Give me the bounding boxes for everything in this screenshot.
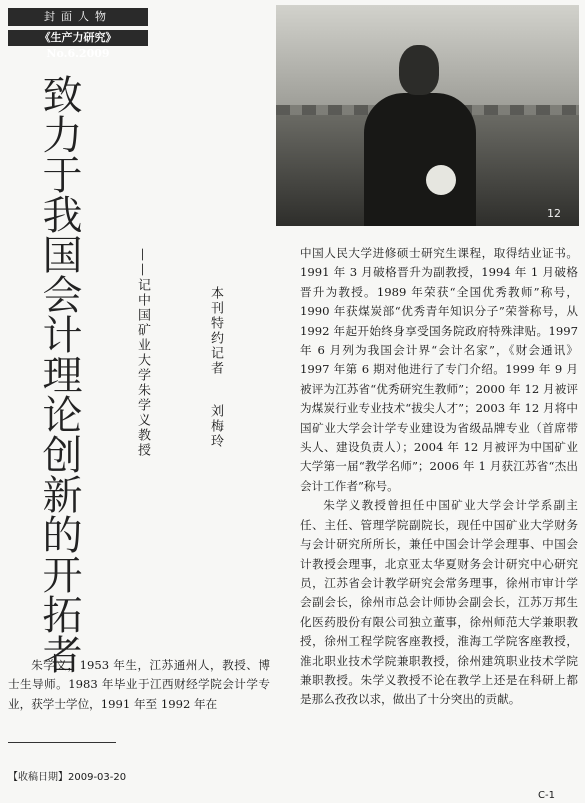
body-paragraph: 中国人民大学进修硕士研究生课程，取得结业证书。1991 年 3 月破格晋升为副教授，1994 年 1 月破格晋升为教授。1989 年荣获“全国优秀教师”称号，1990 年获煤炭部“优秀青年知识分子”荣誉称号，从 1992 年起开始终身享受国务院政府特殊津贴。1997 年 6 月列为我国会计界“会计名家”，《财会通讯》1997 年第 6 期对他进行了专门介绍。1999 年 9 月被评为江苏省“优秀研究生教师”；2000 年 12 月被评为煤炭行业专业技术“拔尖人才”；2003 年 12 月将中国矿业大学会计学专业建设为省级品牌专业（首席带头人、建设负责人）；2004 年 12 月被评为中国矿业大学第一届“教学名师”；2006 年 1 月获江苏省“杰出会计工作者”称号。 <box>300 246 578 493</box>
article-subtitle: ——记中国矿业大学朱学义教授 <box>135 248 150 458</box>
cover-portrait-photo <box>276 5 579 226</box>
page-number: C-1 <box>538 790 555 801</box>
footnote-divider <box>8 742 116 743</box>
body-column-right <box>300 244 578 710</box>
body-column-left <box>8 656 270 714</box>
journal-issue-label: 《生产力研究》No.6.2009 <box>8 30 148 46</box>
reporter-name: 刘梅玲 <box>208 404 223 449</box>
photo-date-stamp: 12 <box>547 207 561 220</box>
body-paragraph: 朱学义教授曾担任中国矿业大学会计学系副主任、主任、管理学院副院长，现任中国矿业大学财务与会计研究所所长，兼任中国会计学会理事、中国会计教授会理事，北京亚太华夏财务会计研究中心研究员，江苏省会计教学研究会常务理事，徐州市审计学会副会长，徐州市总会计师协会副会长，江苏万邦生化医药股份有限公司独立董事，徐州师范大学兼职教授，徐州工程学院客座教授，淮海工学院客座教授，淮北职业技术学院兼职教授，徐州建筑职业技术学院兼职教授。朱学义教授不论在教学上还是在科研上都是那么孜孜以求，做出了十分突出的贡献。 <box>300 498 578 707</box>
article-title: 致力于我国会计理论创新的开拓者 <box>36 74 82 674</box>
received-date: 【收稿日期】2009-03-20 <box>8 772 127 783</box>
reporter-role: 本刊特约记者 <box>208 286 223 376</box>
reporter-byline <box>200 286 226 449</box>
body-paragraph: 朱学义，1953 年生，江苏通州人，教授、博士生导师。1983 年毕业于江西财经学院会计学专业，获学士学位，1991 年至 1992 年在 <box>8 658 270 711</box>
section-label: 封面人物 <box>8 8 148 26</box>
